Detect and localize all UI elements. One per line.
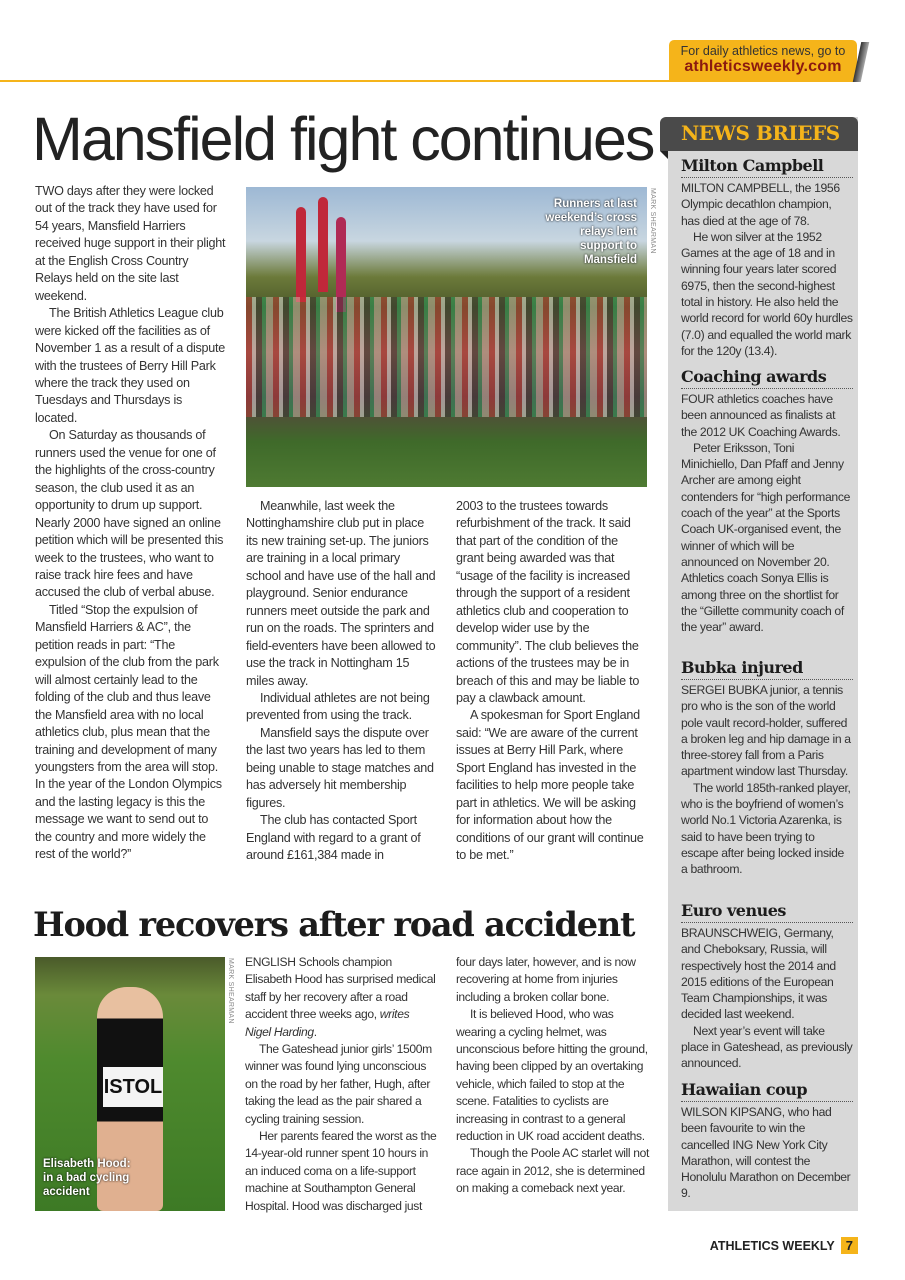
paragraph: 2003 to the trustees towards refurbishment of the track. It said that part of the condition of the grant being awarded was that “usage of the facility is increased through the support of a resident athletics club and cooperation to develop wider use by the community”. The club believes the actions of the trustees may be in breach of this and may be liable to pay a clawback amount. — [456, 499, 640, 705]
paragraph: The Gateshead junior girls’ 1500m winner was found lying unconscious on the road by her father, Hugh, after taking the lead as the pair shared a cycling training session. — [245, 1042, 432, 1126]
hood-headline: Hood recovers after road accident — [33, 905, 635, 944]
page-footer — [710, 1237, 858, 1254]
paragraph: TWO days after they were locked out of the track they have used for 54 years, Mansfield Harriers received huge support in their plight at the English Cross Country Relays held on the site last weekend. — [35, 184, 226, 303]
paragraph: On Saturday as thousands of runners used the venue for one of the highlights of the cross-country season, the club used it as an opportunity to drum up support. Nearly 2000 have signed an online petition which will be presented this week to the trustees, who want to raise track hire fees and have accused the club of verbal abuse. — [35, 428, 224, 600]
byline: writes Nigel Harding — [245, 1007, 410, 1039]
paragraph: The club has contacted Sport England with regard to a grant of around £161,384 made in — [246, 813, 421, 863]
paragraph: four days later, however, and is now recovering at home from injuries including a broken collar bone. — [456, 955, 636, 1004]
paragraph: The world 185th-ranked player, who is the boyfriend of women’s world No.1 Victoria Azarenka, is said to have been trying to escape after being locked inside a bathroom. — [681, 780, 851, 877]
paragraph: MILTON CAMPBELL, the 1956 Olympic decathlon champion, has died at the age of 78. — [681, 181, 840, 228]
page-number: 7 — [841, 1237, 858, 1254]
brief-title: Bubka injured — [681, 658, 853, 680]
brief-euro-venues — [681, 901, 853, 1072]
paragraph: It is believed Hood, who was wearing a cycling helmet, was unconscious before hitting the ground, having been clipped by an overtaking vehicle, which failed to stop at the scene. Fatalities to cyclists are increasing in contrast to a general reduction in UK road accident deaths. — [456, 1007, 648, 1144]
main-headline: Mansfield fight continues — [32, 105, 654, 173]
cross-relays-photo — [246, 187, 647, 487]
paragraph: Mansfield says the dispute over the last two years has led to them being unable to stage matches and has adversely hit membership figures. — [246, 725, 434, 810]
paragraph: Individual athletes are not being prevented from using the track. — [246, 690, 430, 723]
hood-column-1 — [245, 954, 438, 1215]
promo-link[interactable]: athleticsweekly.com — [684, 58, 842, 75]
brief-title: Coaching awards — [681, 367, 853, 389]
race-bib: ISTOL — [103, 1067, 163, 1107]
paragraph: Peter Eriksson, Toni Minichiello, Dan Pfaff and Jenny Archer are among eight contenders for “high performance coach of the year” at the Sports Coach UK-organised event, the winner of which will be announced on November 20. Athletics coach Sonya Ellis is among three on the shortlist for the “Gillette community coach of the year” award. — [681, 440, 851, 635]
brief-hawaiian-coup — [681, 1080, 853, 1202]
brief-milton-campbell — [681, 156, 853, 359]
main-column-1 — [35, 183, 227, 864]
main-column-3 — [456, 498, 648, 865]
photo-credit: MARK SHEARMAN — [649, 188, 656, 254]
elisabeth-hood-photo — [35, 957, 225, 1211]
promo-text: For daily athletics news, go to — [680, 44, 846, 58]
paragraph: The British Athletics League club were kicked off the facilities as of November 1 as a result of a dispute with the trustees of Berry Hill Park where the track they used on Tuesdays and Thursdays is located. — [35, 306, 226, 425]
photo-credit: MARK SHEARMAN — [227, 958, 234, 1024]
paragraph: Titled “Stop the expulsion of Mansfield Harriers & AC”, the petition reads in part: “The expulsion of the club from the park will almost certainly lead to the folding of the club and thus leave the Mansfield area with no local athletics club, plus mean that the training and development of many youngsters from the area will stop. In the year of the London Olympics and the lasting legacy is this the message we want to send out to the country and more widely the rest of the world?” — [35, 602, 222, 862]
paragraph: A spokesman for Sport England said: “We are aware of the current issues at Berry Hill Park, where Sport England has invested in the facilities to help more people take part in athletics. We will be asking for information about how the conditions of our grant will continue to be met.” — [456, 708, 644, 863]
paragraph: Next year’s event will take place in Gateshead, as previously announced. — [681, 1023, 853, 1071]
publication-name: ATHLETICS WEEKLY — [709, 1238, 835, 1253]
header-rule — [0, 80, 672, 82]
brief-bubka-injured — [681, 658, 853, 878]
paragraph: Her parents feared the worst as the 14-year-old runner spent 10 hours in an induced coma on a life-support machine at Southampton General Hospital. Hood was discharged just — [245, 1129, 437, 1213]
paragraph: FOUR athletics coaches have been announced as finalists at the 2012 UK Coaching Awards. — [681, 392, 841, 439]
intro-text: ENGLISH Schools champion Elisabeth Hood has surprised medical staff by her recovery after a road accident three weeks ago, — [245, 955, 436, 1022]
brief-coaching-awards — [681, 367, 853, 635]
paragraph: Meanwhile, last week the Nottinghamshire club put in place its new training set-up. The juniors are training in a local primary school and have use of the hall and playground. Senior endurance runners meet outside the park and run on the roads. The sprinters and field-eventers have been allowed to use the track in Nottingham 15 miles away. — [246, 499, 436, 688]
website-promo[interactable] — [669, 40, 857, 82]
paragraph: BRAUNSCHWEIG, Germany, and Cheboksary, Russia, will respectively host the 2014 and 2015 editions of the European Team Championships, it was decided last weekend. — [681, 926, 836, 1022]
paragraph: SERGEI BUBKA junior, a tennis pro who is the son of the world pole vault record-holder, suffered a broken leg and hip damage in a three-storey fall from a Paris apartment window last Thursday. — [681, 683, 851, 779]
hood-column-2 — [456, 954, 649, 1198]
brief-title: Milton Campbell — [681, 156, 853, 178]
main-column-2 — [246, 498, 438, 865]
brief-title: Euro venues — [681, 901, 853, 923]
photo-caption: Elisabeth Hood: in a bad cycling accident — [43, 1158, 131, 1198]
paragraph: WILSON KIPSANG, who had been favourite to win the cancelled ING New York City Marathon, will contest the Honolulu Marathon on December 9. — [681, 1105, 851, 1201]
photo-caption: Runners at last weekend’s cross relays lent support to Mansfield — [545, 198, 637, 266]
paragraph: Though the Poole AC starlet will not race again in 2012, she is determined on making a comeback next year. — [456, 1146, 649, 1196]
brief-title: Hawaiian coup — [681, 1080, 853, 1102]
news-briefs-header: NEWS BRIEFS — [660, 117, 858, 151]
paragraph: ENGLISH Schools champion Elisabeth Hood has surprised medical staff by her recovery after a road accident three weeks ago, writes Nigel Harding. — [245, 955, 436, 1039]
paragraph: He won silver at the 1952 Games at the age of 18 and in winning four years later scored 6975, then the second-highest total in history. He also held the world record for world 60y hurdles (7.0) and equalled the world mark for the 120y (13.4). — [681, 229, 853, 358]
